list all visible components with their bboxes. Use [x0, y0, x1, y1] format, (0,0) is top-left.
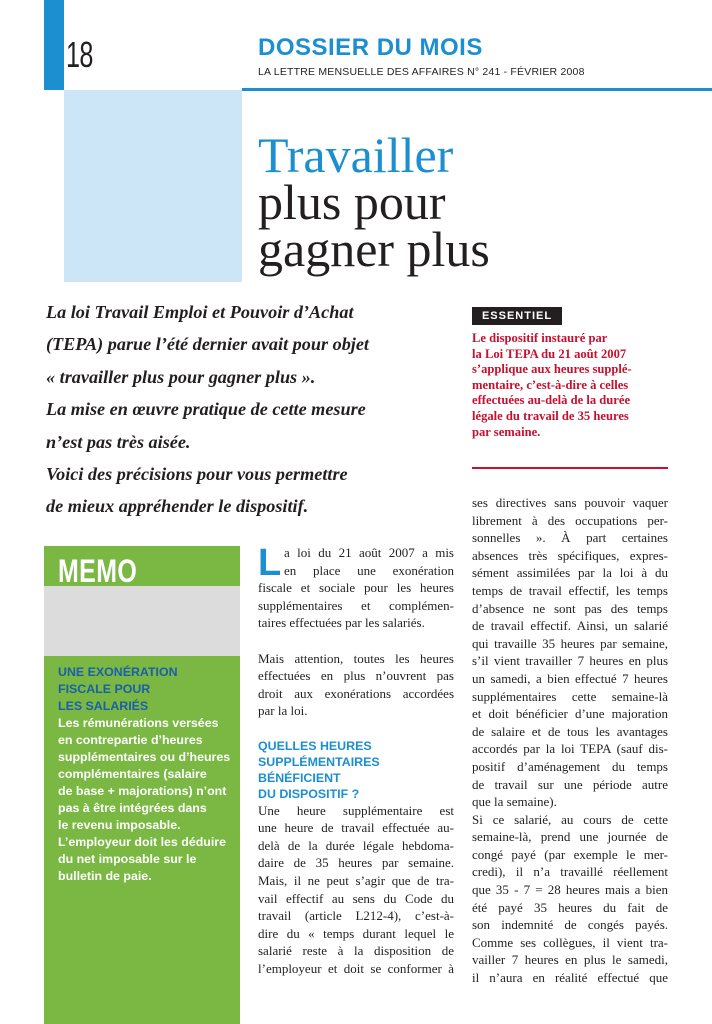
body-line: Une heure supplémentaire est: [258, 802, 454, 818]
lead-paragraph: [46, 296, 456, 523]
body-line: a loi du 21 août 2007 a mis: [284, 545, 454, 560]
body-line: de travail effectif. Ainsi, un salarié: [472, 618, 668, 634]
body-line: que la semaine).: [472, 794, 557, 810]
body-line: daire de 35 heures par semaine.: [258, 855, 454, 871]
article-title: [258, 127, 490, 277]
body-line: s’il vient travailler 7 heures en plus: [472, 653, 668, 669]
essentiel-line: mentaire, c’est-à-dire à celles: [472, 377, 629, 392]
body-column-2: [472, 494, 668, 987]
body-line: Mais, il ne peut s’agir que de tra-: [258, 872, 454, 888]
body-line: sonnelles ». À part certaines: [472, 530, 668, 546]
body-line: en place une exonération: [284, 562, 454, 578]
body-line: credi), il n’a travaillé réellement: [472, 864, 668, 880]
memo-line: pas à être intégrées dans: [58, 801, 207, 815]
body-line: dire du « temps durant lequel le: [258, 925, 454, 941]
lead-line: La loi Travail Emploi et Pouvoir d’Achat: [46, 302, 354, 322]
header-side-stripe: [44, 0, 64, 90]
body-line: son indemnité de congés payés.: [472, 917, 668, 933]
memo-title: MEMO: [58, 553, 138, 589]
body-line: et doit bénéficier d’une majoration: [472, 706, 668, 722]
lead-line: (TEPA) parue l’été dernier avait pour objet: [46, 334, 369, 355]
body-line: que 35 - 7 = 28 heures mais a bien: [472, 882, 668, 898]
memo-heading-line: LES SALARIÉS: [58, 699, 149, 713]
memo-body: [58, 664, 234, 885]
essentiel-line: la Loi TEPA du 21 août 2007: [472, 346, 627, 361]
body-line: droit aux exonérations accordées: [258, 685, 454, 701]
body-line: supplémentaires et complémen-: [258, 597, 454, 613]
body-line: librement à des occupations per-: [472, 512, 668, 528]
memo-text: [58, 715, 234, 885]
essentiel-line: par semaine.: [472, 424, 541, 439]
memo-heading-line: FISCALE POUR: [58, 682, 151, 696]
body-line: Comme ses collègues, il vient tra-: [472, 934, 668, 950]
paragraph-gap: [258, 632, 454, 650]
memo-heading-line: UNE EXONÉRATION: [58, 665, 178, 679]
body-line: par la loi.: [258, 703, 308, 719]
lead-line: La mise en œuvre pratique de cette mesure: [46, 399, 366, 420]
lead-line: de mieux appréhender le dispositif.: [46, 496, 309, 517]
body-line: une heure de travail effectuée au-: [258, 820, 454, 836]
body-line: temps de travail effectif, les temps: [472, 582, 668, 598]
drop-cap: L: [258, 542, 282, 584]
body-line: positif d’aménagement du temps: [472, 758, 668, 774]
body-line: salarié reste à la disposition de: [258, 943, 454, 959]
body-line: Mais attention, toutes les heures: [258, 650, 454, 666]
essentiel-rule: [472, 467, 668, 469]
body-column-1: [258, 544, 454, 977]
header-rule: [242, 88, 712, 91]
memo-heading: [58, 664, 234, 715]
body-line: congé payé (par exemple le mer-: [472, 846, 668, 862]
body-line: fiscale et sociale pour les heures: [258, 580, 454, 596]
essentiel-text: [472, 331, 672, 440]
essentiel-line: effectuées au-delà de la durée: [472, 393, 631, 408]
title-line: gagner plus: [258, 221, 490, 277]
lead-line: « travailler plus pour gagner plus ».: [46, 366, 316, 387]
body-line: d’absence ne sont pas des temps: [472, 600, 668, 616]
lead-line: n’est pas très aisée.: [46, 431, 191, 452]
rubric-title: DOSSIER DU MOIS: [258, 34, 483, 61]
memo-line: du net imposable sur le: [58, 852, 197, 866]
body-line: de travail sur une période autre: [472, 776, 668, 792]
page-number: 18: [66, 34, 93, 75]
title-line: Travailler: [258, 127, 454, 183]
body-line: sément assimilées par la loi à du: [472, 565, 668, 581]
section-subhead: SUPPLÉMENTAIRES: [258, 754, 380, 769]
section-subhead: BÉNÉFICIENT: [258, 770, 341, 785]
title-color-block: [64, 90, 242, 282]
body-line: accordés par la loi TEPA (sauf dis-: [472, 741, 668, 757]
memo-line: L’employeur doit les déduire: [58, 835, 226, 849]
memo-line: de base + majorations) n’ont: [58, 784, 227, 798]
memo-line: Les rémunérations versées: [58, 716, 219, 730]
issue-line: LA LETTRE MENSUELLE DES AFFAIRES N° 241 - FÉVRIER 2008: [258, 66, 585, 78]
body-line: qui travaille 35 heures par semaine,: [472, 635, 668, 651]
body-line: l’employeur et doit se conformer à: [258, 960, 454, 976]
section-subhead: QUELLES HEURES: [258, 738, 372, 753]
memo-line: le revenu imposable.: [58, 818, 181, 832]
memo-line: supplémentaires ou d’heures: [58, 750, 231, 764]
memo-line: en contrepartie d’heures: [58, 733, 203, 747]
body-line: effectuées en plus n’ouvrent pas: [258, 668, 454, 684]
body-line: delà de la durée légale hebdoma-: [258, 837, 454, 853]
lead-line: Voici des précisions pour vous permettre: [46, 464, 348, 485]
body-line: vailler 7 heures en plus le samedi,: [472, 952, 668, 968]
body-line: un samedi, a bien effectué 7 heures: [472, 670, 668, 686]
body-line: taires effectuées par les salariés.: [258, 615, 425, 631]
body-line: ses directives sans pouvoir vaquer: [472, 495, 668, 510]
body-line: travail (article L212-4), c’est-à-: [258, 908, 454, 924]
body-line: vail effectif au sens du Code du: [258, 890, 454, 906]
title-line: plus pour: [258, 174, 446, 230]
memo-line: complémentaires (salaire: [58, 767, 207, 781]
body-line: supplémentaires cette semaine-là: [472, 688, 668, 704]
memo-line: bulletin de paie.: [58, 869, 152, 883]
body-line: il n’aura en réalité effectué que: [472, 970, 668, 986]
paragraph-gap: [258, 720, 454, 738]
memo-gray-band: [44, 586, 240, 656]
body-line: absences très spécifiques, expres-: [472, 547, 668, 563]
body-line: été payé 35 heures du fait de: [472, 899, 668, 915]
essentiel-line: légale du travail de 35 heures: [472, 408, 629, 423]
essentiel-line: s’applique aux heures supplé-: [472, 362, 632, 377]
essentiel-line: Le dispositif instauré par: [472, 331, 608, 345]
body-line: Si ce salarié, au cours de cette: [472, 811, 668, 827]
body-line: semaine-là, prend une journée de: [472, 829, 668, 845]
essentiel-label: ESSENTIEL: [472, 307, 562, 325]
body-line: de salaire et de tous les avantages: [472, 723, 668, 739]
section-subhead: DU DISPOSITIF ?: [258, 786, 360, 801]
